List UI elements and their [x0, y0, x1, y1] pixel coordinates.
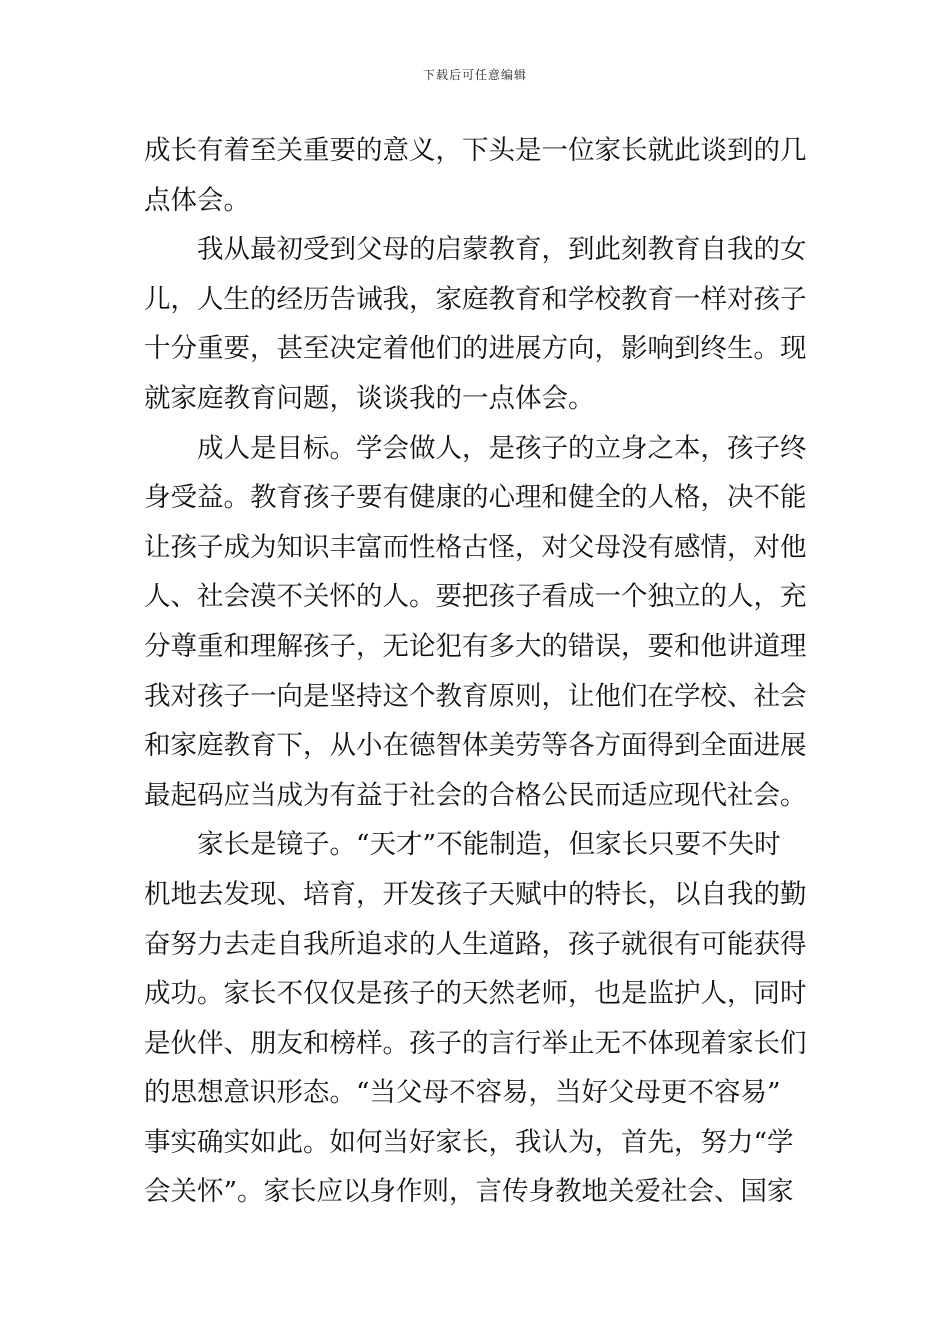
page-header: 下载后可任意编辑: [422, 68, 527, 82]
text-line: 成长有着至关重要的意义，下头是一位家长就此谈到的几: [144, 135, 807, 166]
text-line: 就家庭教育问题，谈谈我的一点体会。: [144, 382, 595, 414]
text-line: 人、社会漠不关怀的人。要把孩子看成一个独立的人，充: [144, 581, 807, 613]
text-line: 的思想意识形态。“当父母不容易，当好父母更不容易”: [144, 1077, 781, 1109]
text-line: 和家庭教育下，从小在德智体美劳等各方面得到全面进展: [144, 730, 807, 762]
text-line: 让孩子成为知识丰富而性格古怪，对父母没有感情，对他: [144, 531, 807, 563]
text-line: 事实确实如此。如何当好家长，我认为，首先，努力“学: [144, 1126, 794, 1158]
text-line: 身受益。教育孩子要有健康的心理和健全的人格，决不能: [144, 482, 807, 514]
text-line: 是伙伴、朋友和榜样。孩子的言行举止无不体现着家长们: [144, 1027, 807, 1059]
document-body: [144, 126, 808, 1217]
text-line: 十分重要，甚至决定着他们的进展方向，影响到终生。现: [144, 333, 807, 365]
text-line: 会关怀”。家长应以身作则，言传身教地关爱社会、国家: [144, 1176, 794, 1208]
text-line: 我对孩子一向是坚持这个教育原则，让他们在学校、社会: [144, 680, 807, 712]
text-line: 成人是目标。学会做人，是孩子的立身之本，孩子终: [197, 432, 807, 464]
text-line: 家长是镜子。“天才”不能制造，但家长只要不失时: [197, 829, 781, 861]
text-line: 奋努力去走自我所追求的人生道路，孩子就很有可能获得: [144, 928, 807, 960]
text-line: 儿，人生的经历告诫我，家庭教育和学校教育一样对孩子: [144, 283, 807, 315]
text-line: 分尊重和理解孩子，无论犯有多大的错误，要和他讲道理: [144, 630, 807, 662]
text-line: 机地去发现、培育，开发孩子天赋中的特长，以自我的勤: [144, 878, 807, 910]
text-line: 我从最初受到父母的启蒙教育，到此刻教育自我的女: [197, 234, 807, 266]
text-line: 点体会。: [144, 184, 250, 216]
text-line: 最起码应当成为有益于社会的合格公民而适应现代社会。: [144, 779, 807, 811]
text-line: 成功。家长不仅仅是孩子的天然老师，也是监护人，同时: [144, 978, 807, 1010]
